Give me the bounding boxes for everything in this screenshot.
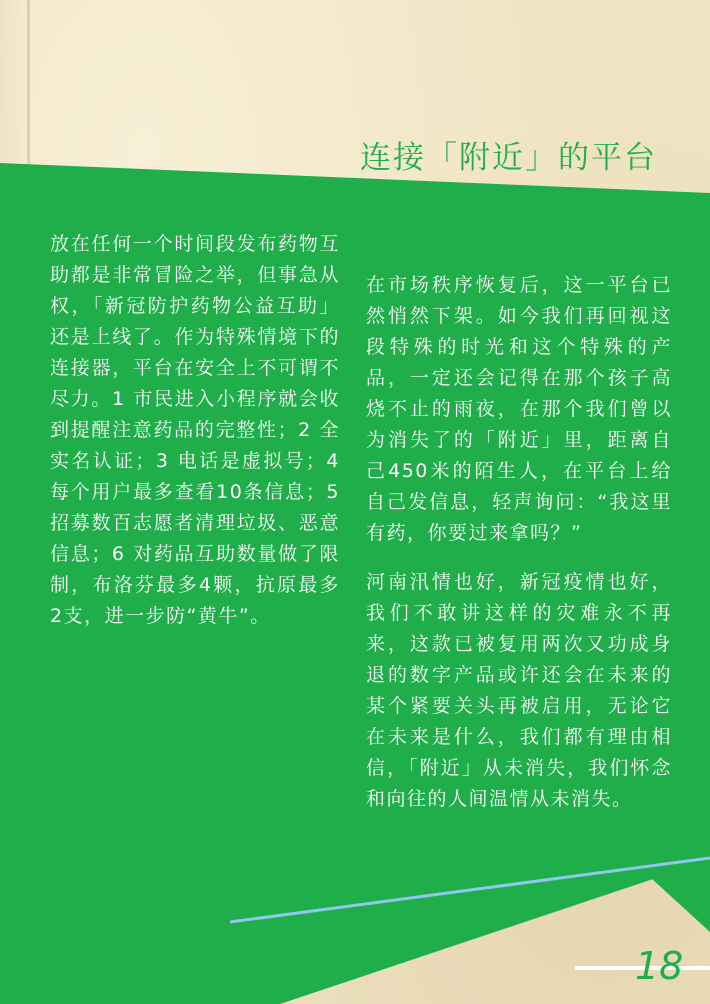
right-column (366, 270, 672, 815)
right-paragraph-1: 在市场秩序恢复后，这一平台已然悄然下架。如今我们再回视这段特殊的时光和这个特殊的产品，一定还会记得在那个孩子高烧不止的雨夜，在那个我们曾以为消失了的「附近」里，距离自己450米的陌生人，在平台上给自己发信息，轻声询问：“我这里有药，你要过来拿吗？” (366, 274, 672, 544)
left-column (50, 229, 340, 632)
right-paragraph-2: 河南汛情也好，新冠疫情也好，我们不敢讲这样的灾难永不再来，这款已被复用两次又功成身退的数字产品或许还会在未来的某个紧要关头再被启用，无论它在未来是什么，我们都有理由相信，「附近」从未消失，我们怀念和向往的人间温情从未消失。 (366, 571, 672, 810)
page-number: 18 (635, 944, 684, 988)
left-paragraph: 放在任何一个时间段发布药物互助都是非常冒险之举，但事急从权，「新冠防护药物公益互助」还是上线了。作为特殊情境下的连接器，平台在安全上不可谓不尽力。1 市民进入小程序就会收到提醒注意药品的完整性；2 全实名认证；3 电话是虚拟号；4 每个用户最多查看10条信息；5 招募数百志愿者清理垃圾、恶意信息；6 对药品互助数量做了限制，布洛芬最多4颗，抗原最多2支，进一步防“黄牛”。 (50, 233, 340, 627)
section-title: 连接「附近」的平台 (360, 140, 657, 176)
